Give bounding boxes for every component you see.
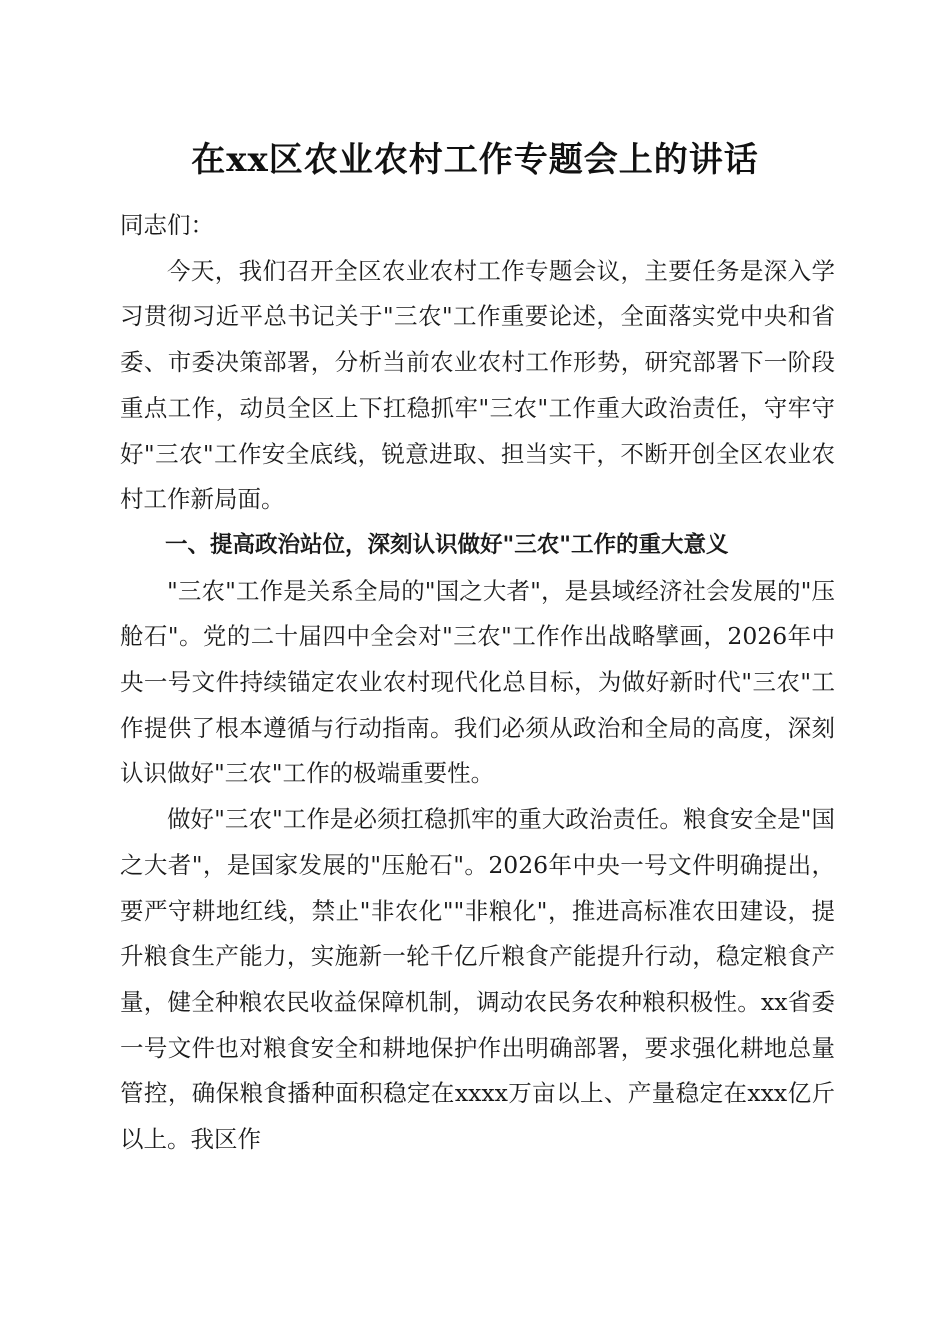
salutation: 同志们：	[120, 211, 214, 239]
intro-paragraph: 今天，我们召开全区农业农村工作专题会议，主要任务是深入学习贯彻习近平总书记关于"三农"工作重要论述，全面落实党中央和省委、市委决策部署，分析当前农业农村工作形势，研究部署下一阶段重点工作，动员全区上下扛稳抓牢"三农"工作重大政治责任，守牢守好"三农"工作安全底线，锐意进取、担当实干，不断开创全区农业农村工作新局面。	[120, 256, 835, 514]
section-heading: 一、提高政治站位，深刻认识做好"三农"工作的重大意义	[165, 531, 729, 558]
section-paragraph: "三农"工作是关系全局的"国之大者"，是县域经济社会发展的"压舱石"。党的二十届四中全会对"三农"工作作出战略擘画，2026年中央一号文件持续锚定农业农村现代化总目标，为做好新时代"三农"工作提供了根本遵循与行动指南。我们必须从政治和全局的高度，深刻认识做好"三农"工作的极端重要性。	[120, 576, 835, 788]
document-title: 在xx区农业农村工作专题会上的讲话	[191, 140, 759, 180]
section-paragraph: 做好"三农"工作是必须扛稳抓牢的重大政治责任。粮食安全是"国之大者"，是国家发展的"压舱石"。2026年中央一号文件明确提出，要严守耕地红线，禁止"非农化""非粮化"，推进高标准农田建设，提升粮食生产能力，实施新一轮千亿斤粮食产能提升行动，稳定粮食产量，健全种粮农民收益保障机制，调动农民务农种粮积极性。xx省委一号文件也对粮食安全和耕地保护作出明确部署，要求强化耕地总量管控，确保粮食播种面积稳定在xxxx万亩以上、产量稳定在xxx亿斤以上。我区作	[120, 805, 835, 1154]
document-body	[120, 203, 835, 1163]
